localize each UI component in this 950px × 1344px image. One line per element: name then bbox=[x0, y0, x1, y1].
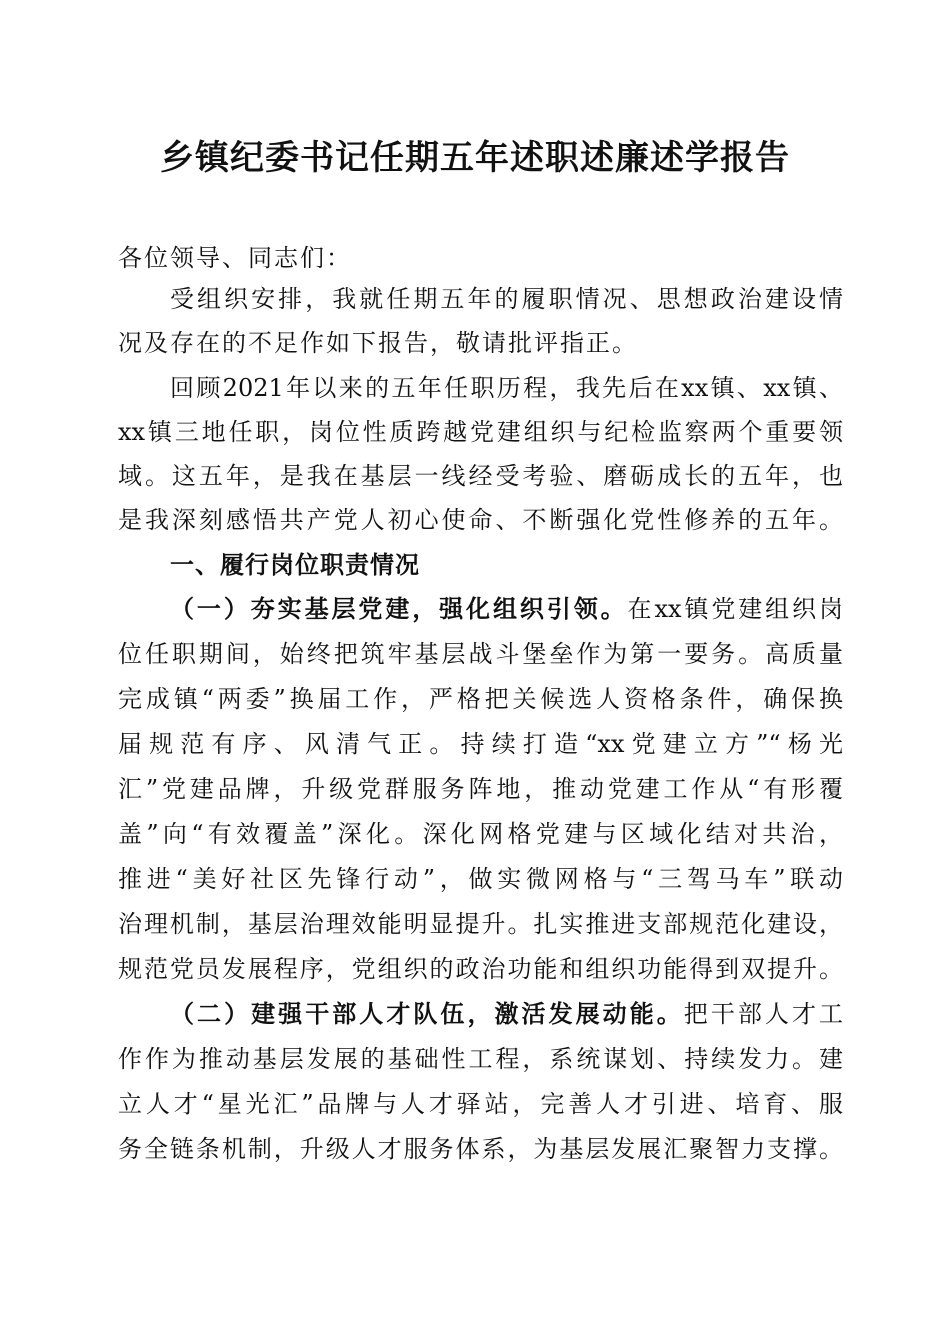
paragraph-line: 届规范有序、风清气正。持续打造“xx党建立方”“杨光 bbox=[118, 730, 843, 758]
paragraph-line: 域。这五年，是我在基层一线经受考验、磨砺成长的五年，也 bbox=[118, 462, 843, 490]
paragraph-line: 受组织安排，我就任期五年的履职情况、思想政治建设情 bbox=[170, 285, 843, 313]
subsection-text: 在xx镇党建组织岗 bbox=[627, 595, 843, 623]
subsection-lead: （二）建强干部人才队伍，激活发展动能。 bbox=[170, 999, 684, 1028]
salutation: 各位领导、同志们： bbox=[118, 244, 352, 272]
subsection-first-line bbox=[170, 992, 843, 1036]
paragraph-line: 治理机制，基层治理效能明显提升。扎实推进支部规范化建设， bbox=[118, 910, 843, 938]
paragraph-line: 汇”党建品牌，升级党群服务阵地，推动党建工作从“有形覆 bbox=[118, 775, 843, 803]
paragraph-line: xx镇三地任职，岗位性质跨越党建组织与纪检监察两个重要领 bbox=[118, 418, 843, 446]
paragraph-line: 规范党员发展程序，党组织的政治功能和组织功能得到双提升。 bbox=[118, 955, 843, 983]
paragraph-line: 完成镇“两委”换届工作，严格把关候选人资格条件，确保换 bbox=[118, 685, 843, 713]
paragraph-line: 况及存在的不足作如下报告，敬请批评指正。 bbox=[118, 329, 638, 357]
paragraph-line: 回顾2021年以来的五年任职历程，我先后在xx镇、xx镇、 bbox=[170, 374, 843, 402]
subsection-first-line bbox=[170, 587, 843, 631]
paragraph-line: 务全链条机制，升级人才服务体系，为基层发展汇聚智力支撑。 bbox=[118, 1135, 843, 1163]
section-heading: 一、履行岗位职责情况 bbox=[170, 551, 420, 579]
paragraph-line: 位任职期间，始终把筑牢基层战斗堡垒作为第一要务。高质量 bbox=[118, 640, 843, 668]
paragraph-line: 盖”向“有效覆盖”深化。深化网格党建与区域化结对共治， bbox=[118, 820, 843, 848]
subsection-text: 把干部人才工 bbox=[683, 1000, 844, 1028]
document-title: 乡镇纪委书记任期五年述职述廉述学报告 bbox=[160, 138, 790, 178]
paragraph-line: 是我深刻感悟共产党人初心使命、不断强化党性修养的五年。 bbox=[118, 506, 843, 534]
paragraph-line: 立人才“星光汇”品牌与人才驿站，完善人才引进、培育、服 bbox=[118, 1090, 843, 1118]
paragraph-line: 推进“美好社区先锋行动”，做实微网格与“三驾马车”联动 bbox=[118, 865, 843, 893]
subsection-lead: （一）夯实基层党建，强化组织引领。 bbox=[170, 594, 628, 623]
paragraph-line: 作作为推动基层发展的基础性工程，系统谋划、持续发力。建 bbox=[118, 1045, 843, 1073]
